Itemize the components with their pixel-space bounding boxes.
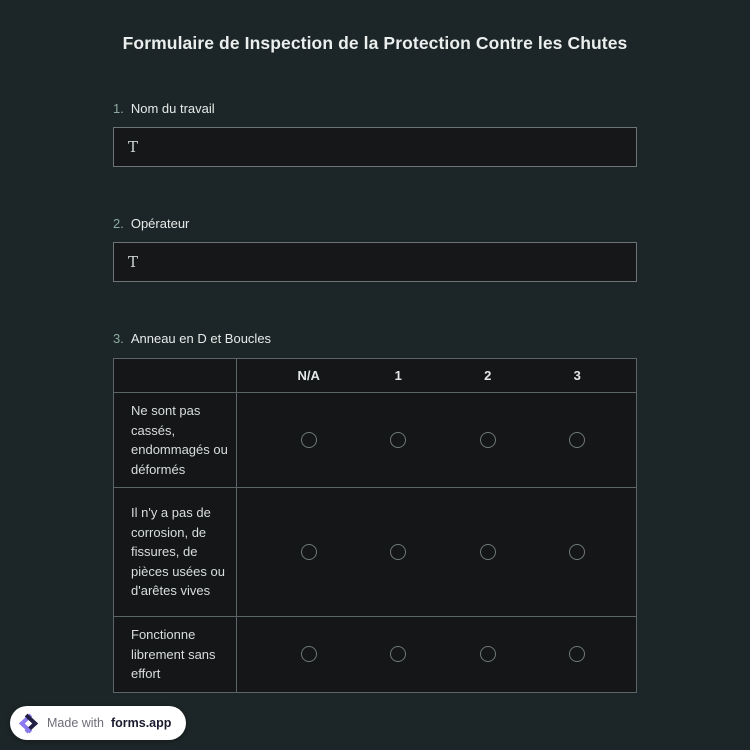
radio-row3-2[interactable]: [480, 646, 496, 662]
text-placeholder-glyph: T: [128, 253, 139, 271]
radio-row1-2[interactable]: [480, 432, 496, 448]
question-label: [113, 332, 637, 346]
question-nom-du-travail: [113, 102, 637, 167]
matrix-column-header-2: 2: [484, 368, 492, 383]
radio-row2-na[interactable]: [301, 544, 317, 560]
matrix-row-label: Ne sont pas cassés, endommagés ou déformés: [114, 393, 237, 487]
matrix-header-row: [114, 359, 636, 392]
nom-du-travail-input[interactable]: [113, 127, 637, 167]
radio-row2-2[interactable]: [480, 544, 496, 560]
matrix-table: [113, 358, 637, 693]
matrix-header-empty-cell: [114, 359, 237, 392]
matrix-row-1: [114, 392, 636, 487]
radio-row3-na[interactable]: [301, 646, 317, 662]
text-placeholder-glyph: T: [128, 138, 139, 156]
form-title: Formulaire de Inspection de la Protection Contre les Chutes: [122, 33, 628, 53]
question-anneau-en-d: [113, 332, 637, 693]
badge-brand-text: forms.app: [110, 716, 172, 730]
radio-row3-1[interactable]: [390, 646, 406, 662]
radio-row3-3[interactable]: [569, 646, 585, 662]
question-operateur: [113, 217, 637, 282]
matrix-row-label: Il n'y a pas de corrosion, de fissures, de pièces usées ou d'arêtes vives: [114, 488, 237, 616]
question-label: [113, 217, 637, 231]
question-number: 3.: [113, 331, 124, 346]
matrix-row-label: Fonctionne librement sans effort: [114, 617, 237, 692]
radio-row1-na[interactable]: [301, 432, 317, 448]
operateur-input[interactable]: [113, 242, 637, 282]
question-title: Nom du travail: [130, 101, 215, 116]
radio-row2-1[interactable]: [390, 544, 406, 560]
made-with-forms-app-badge[interactable]: [10, 706, 186, 740]
matrix-column-header-3: 3: [573, 368, 581, 383]
question-title: Anneau en D et Boucles: [130, 331, 272, 346]
matrix-row-3: [114, 616, 636, 692]
question-label: [113, 102, 637, 116]
question-title: Opérateur: [130, 216, 190, 231]
question-number: 1.: [113, 101, 124, 116]
matrix-column-header-1: 1: [394, 368, 402, 383]
matrix-row-2: [114, 487, 636, 616]
radio-row2-3[interactable]: [569, 544, 585, 560]
radio-row1-3[interactable]: [569, 432, 585, 448]
question-number: 2.: [113, 216, 124, 231]
matrix-column-header-na: N/A: [297, 368, 320, 383]
badge-made-with-text: Made with: [47, 716, 104, 730]
radio-row1-1[interactable]: [390, 432, 406, 448]
forms-app-logo-icon: [17, 712, 40, 735]
